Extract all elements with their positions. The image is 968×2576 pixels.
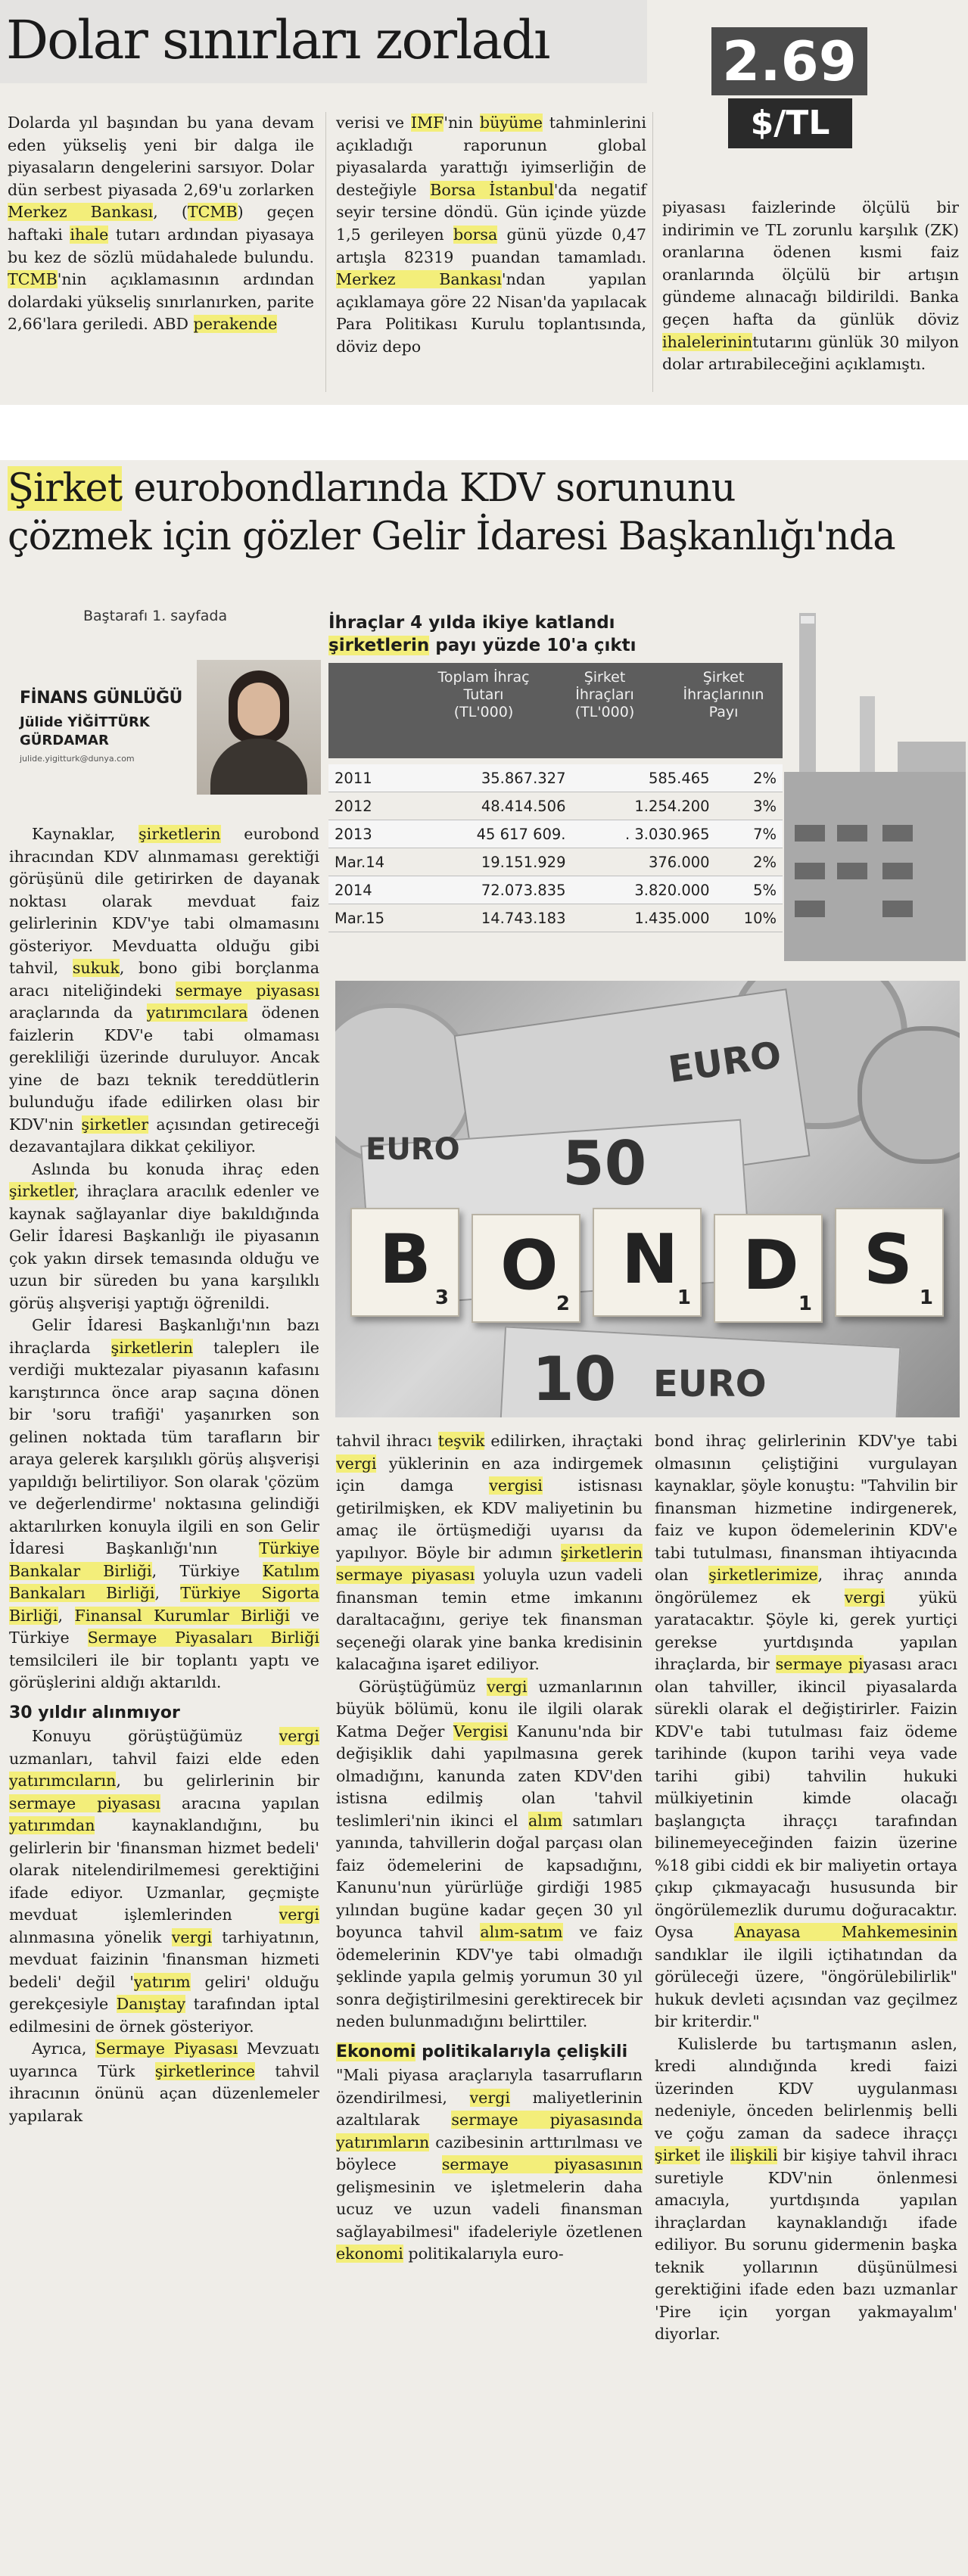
text-run: piyasalarda yarattığı iyimserliğin xyxy=(336,158,627,177)
corp-cell: 1.254.200 xyxy=(572,792,716,820)
text-run: tamamladı. xyxy=(557,247,646,266)
text-run: de desteğiyle xyxy=(336,158,646,199)
issuance-table-box xyxy=(328,611,783,960)
table-row xyxy=(328,764,783,792)
total-cell: 35.867.327 xyxy=(421,764,571,792)
highlighted-term: teşvik xyxy=(437,1432,485,1450)
text-run: yüklerinin en aza indirgemek için damga xyxy=(336,1454,643,1495)
total-cell: 45 617 609. xyxy=(421,820,571,848)
factory-illustration xyxy=(784,598,966,976)
subheading: 30 yıldır alınmıyor xyxy=(9,1703,180,1722)
tile-score: 1 xyxy=(919,1286,933,1309)
highlighted-term: şirketlerin sermaye piyasası xyxy=(336,1543,643,1584)
corp-cell: . 3.030.965 xyxy=(572,820,716,848)
text-run: tutarı xyxy=(108,225,168,244)
share-cell: 2% xyxy=(716,764,783,792)
text-run: ) geçen haftaki xyxy=(8,203,315,244)
text-run: istisnası getirilmişken, ek KDV maliyetinin bu amaç ile örtüşmediği uyarısı da yapılıyor. Böyle bir adımın xyxy=(336,1476,643,1562)
text-run: , Türkiye xyxy=(151,1561,263,1580)
text-run: tırabileceğini açıklamıştı. xyxy=(724,355,926,374)
highlighted-term: sermaye piyasasının xyxy=(441,2155,643,2173)
highlighted-term: şirketlerin xyxy=(139,825,221,843)
header-corp: Şirket İhraçları (TL'000) xyxy=(574,669,635,720)
text-run: rimin ve TL zorunlu karşılık (ZK) xyxy=(692,220,959,239)
highlighted-term: sermaye piyasasında yatırımların xyxy=(336,2111,643,2151)
highlighted-term: şirketlerimize xyxy=(708,1566,818,1584)
highlighted-term: Borsa İstanbul xyxy=(430,180,554,199)
author-photo xyxy=(197,660,321,795)
highlighted-term: TCMB xyxy=(187,203,238,222)
total-cell: 19.151.929 xyxy=(421,848,571,876)
total-cell: 48.414.506 xyxy=(421,792,571,820)
text-run: bond ihraç gelirlerinin KDV'ye tabi olmasının çeliştiğini vurgulayan kaynaklar, şöyle konuştu: "Tahvilin bir finansman hizmetine indirgenerek, faiz ve kupon ödemelerinin KDV'e tabi tutulması, finansman ihtiyacında olan xyxy=(655,1432,957,1584)
highlighted-term: vergi xyxy=(844,1588,886,1607)
text-run: aracına yapılan xyxy=(160,1794,319,1812)
highlighted-term: Türkiye Bankalar Birliği xyxy=(9,1539,319,1580)
highlighted-term: ihalelerinin xyxy=(662,332,753,351)
highlighted-term: Sermaye Piyasaları Birliği xyxy=(87,1629,319,1647)
continued-from: Baştarafı 1. sayfada xyxy=(83,608,228,624)
text-run: larında ölçülü bir artışın gündeme xyxy=(662,265,959,306)
highlighted-term: vergi xyxy=(279,1906,319,1924)
text-run: kaynaklandığını, bu gelirlerin bir 'finansman hizmet bedeli' olarak nitelendirilmemesi gerektiğini ifade ediyor. Uzmanlar, geçmişte mevduat işlemlerinden xyxy=(9,1816,319,1924)
text-run: uzmanları, tahvil faizi elde eden xyxy=(9,1749,319,1768)
text-run: açısından getireceği dezavantajlara dikkat çekiliyor. xyxy=(9,1115,319,1156)
highlighted-term: ilişkili xyxy=(730,2146,778,2164)
text-run: 2,69'u zorlarken xyxy=(183,180,315,199)
highlighted-term: şirket xyxy=(655,2146,700,2164)
text-run: edilirken, ihraçtaki xyxy=(484,1432,643,1450)
story1-column-3 xyxy=(662,197,959,376)
text-run: 2,66'lara geriledi. ABD xyxy=(8,315,194,334)
share-cell: 7% xyxy=(716,820,783,848)
table-title-highlight: şirketlerin xyxy=(328,636,430,655)
paragraph xyxy=(655,2033,957,2346)
highlighted-term: vergisi xyxy=(489,1476,543,1495)
text-run: yapılan açıklamaya göre 22 Ni xyxy=(336,270,646,311)
year-cell: 2012 xyxy=(328,792,421,820)
text-run: piyasası faizlerinde ölçülü bir indi xyxy=(662,198,959,239)
text-run: ( xyxy=(181,203,188,222)
rate-badge xyxy=(711,27,867,150)
highlighted-term: TCMB xyxy=(8,270,58,289)
author-email: julide.yigitturk@dunya.com xyxy=(20,754,135,764)
text-run: alınacağı bildirildi. Banka geçen xyxy=(662,288,959,328)
table-title-line2: payı yüzde 10'a çıktı xyxy=(429,636,637,655)
text-run: , ihraç anında öngörülemez ek xyxy=(655,1566,957,1607)
text-run: politikalarıyla çelişkili xyxy=(416,2042,628,2061)
paragraph xyxy=(9,1725,319,2038)
story2-headline xyxy=(8,465,961,562)
table-title-line1: İhraçlar 4 yılda ikiye katlandı xyxy=(328,613,615,633)
text-run: tahvil ihracı xyxy=(336,1432,438,1450)
text-run: "Mali piyasa araçlarıyla tasarrufların özendirilmesi, xyxy=(336,2066,643,2107)
highlighted-term: Sermaye Piyasası xyxy=(95,2039,238,2058)
highlighted-term: Merkez Bankası xyxy=(8,203,154,222)
text-run: 'da ne xyxy=(553,180,611,199)
subheading xyxy=(336,2041,643,2064)
text-run: san'da yapılacak Para Politikası xyxy=(336,292,646,334)
tile-score: 1 xyxy=(798,1293,812,1315)
text-run: günü xyxy=(497,225,556,244)
text-run: Mevzuatı uyarınca Türk xyxy=(9,2039,319,2080)
text-run: , bono gibi borçlanma aracı niteliğindeki xyxy=(9,959,320,1000)
highlighted-term: Ekonomi xyxy=(336,2042,416,2061)
table-row xyxy=(328,792,783,820)
paragraph xyxy=(9,1314,319,1694)
paragraph xyxy=(336,2064,643,2266)
text-run: vam eden yükseliş yeni bir dal xyxy=(8,114,314,154)
tile-letter: D xyxy=(742,1226,799,1305)
highlighted-term: ihale xyxy=(70,225,109,244)
text-run: ardından piyasaya bu kez de sözlü xyxy=(8,225,314,266)
text-run: eurobond ihracından KDV alınmaması gerektiği görüşünü dile getirirken de dayanak noktası olarak mevduat faiz gelirlerinin KDV'ye tabi olmamasını gösteriyor. Mevduatta olduğu gibi tahvil, xyxy=(9,825,319,977)
highlighted-term: sukuk xyxy=(72,959,120,977)
highlighted-term: yatırımdan xyxy=(9,1816,95,1834)
paragraph xyxy=(336,1430,643,1676)
text-run: tarhiyatının, mevduat faizinin 'finansman hizmeti bedeli' değil ' xyxy=(9,1927,319,1991)
highlighted-term: vergi xyxy=(336,1454,377,1473)
text-run: , ihraçlara aracılık edenler ve kaynak sağlayanlar diye bakıldığında Gelir İdaresi Başkanlığı ile piyasanın çok yakın dirsek temasında olduğu ve uzun bir süreden bu yana karşılıklı görüş alışverişi yaptığı öğrenildi. xyxy=(9,1182,319,1312)
share-cell: 10% xyxy=(716,904,783,932)
text-run: yüzde 0,47 artışla 82319 puandan xyxy=(336,225,646,266)
story1-headline-box xyxy=(0,0,647,83)
bonds-photo xyxy=(335,981,960,1417)
tile-letter: S xyxy=(864,1220,913,1299)
table-row xyxy=(328,820,783,848)
text-run: oranlarına ödenen kısmi faiz oran xyxy=(662,243,959,284)
tile-score: 1 xyxy=(677,1286,691,1309)
tile-letter: O xyxy=(500,1226,559,1305)
year-cell: 2011 xyxy=(328,764,421,792)
share-cell: 2% xyxy=(716,848,783,876)
tile-letter: B xyxy=(379,1220,431,1299)
highlighted-term: perakende xyxy=(193,315,278,334)
total-cell: 72.073.835 xyxy=(421,876,571,904)
story2-right-column xyxy=(655,1430,957,2346)
text-run: Görüştüğümüz xyxy=(359,1677,487,1696)
table-row xyxy=(328,904,783,932)
headline-line1: eurobondlarında KDV sorununu xyxy=(122,466,736,511)
text-run: 'nin xyxy=(444,114,480,132)
text-run: Gelir İdaresi Başkanlığı'nın bazı ihraçlarda xyxy=(9,1316,319,1357)
text-run: açıklamasının ardından dolarda xyxy=(8,270,314,311)
text-run: , xyxy=(154,1584,181,1602)
highlighted-term: Katılım Bankaları Birliği xyxy=(9,1561,319,1602)
coin-label: EURO xyxy=(366,1132,460,1167)
text-run: lerini açıkladığı raporunun global xyxy=(336,114,646,154)
story2-middle-column xyxy=(336,1430,643,2266)
highlighted-term: alım-satım xyxy=(480,1923,563,1941)
text-run: de yüzde 1,5 gerileyen xyxy=(336,203,646,244)
letter-tile xyxy=(593,1208,702,1317)
author-name: Jülide YİĞİTTÜRK xyxy=(20,714,150,730)
text-run: tahmin xyxy=(542,114,605,132)
highlighted-term: sermaye piyasası xyxy=(175,981,319,1000)
story1-column-1 xyxy=(8,112,314,336)
header-total: Toplam İhraç Tutarı (TL'000) xyxy=(437,669,530,720)
euro-note-10-label: EURO xyxy=(653,1363,767,1405)
text-run: maliyetlerinin azaltılarak xyxy=(336,2088,643,2129)
table-title xyxy=(328,611,783,657)
corp-cell: 3.820.000 xyxy=(572,876,716,904)
paragraph xyxy=(9,1159,319,1315)
rate-badge-unit: $/TL xyxy=(728,98,852,148)
text-run: ga ile piyasaların dengelerini sar xyxy=(8,135,314,177)
tile-score: 2 xyxy=(556,1293,570,1315)
headline-highlight: Şirket xyxy=(8,466,123,511)
text-run: ödenen faizlerin KDV'e tabi olmaması gerekliliği üzerinde duruluyor. Ancak yine de bazı teknik tereddütlerin bulunduğu ifade edilirken olası bir KDV'nin xyxy=(9,1003,320,1134)
letter-tile xyxy=(350,1208,459,1317)
highlighted-term: yatırım xyxy=(133,1972,191,1991)
text-run: gatif seyir tersine döndü. Gün için xyxy=(336,180,646,222)
story1-column-2 xyxy=(336,112,646,359)
year-cell: Mar.15 xyxy=(328,904,421,932)
author-surname: GÜRDAMAR xyxy=(20,733,109,748)
highlighted-term: borsa xyxy=(453,225,498,244)
highlighted-term: ekonomi xyxy=(336,2245,403,2263)
text-run: sandıklar ile ilgili içtihatından da görüleceği üzere, "öngörülebilirlik" hukuk devleti açısından vaz geçilmez bir kriterdir." xyxy=(655,1945,957,2030)
highlighted-term: vergi xyxy=(279,1727,319,1745)
text-run: Kanunu'nda bir değişiklik dahi yapılmasına gerek olmadığını, kanunda zaten KDV'den istisna edilmiş olan 'tahvil teslimleri'nin ikinci el xyxy=(336,1722,643,1830)
text-run: temsilcileri ile bir toplantı yaptı ve görüşlerini aldığı aktarıldı. xyxy=(9,1650,319,1691)
euro-10-value: 10 xyxy=(532,1344,617,1414)
highlighted-term: yatırımcıların xyxy=(9,1772,117,1790)
text-run: Konuyu görüştüğümüz xyxy=(32,1727,279,1745)
corp-cell: 1.435.000 xyxy=(572,904,716,932)
highlighted-term: şirketlerin xyxy=(110,1338,194,1357)
highlighted-term: sermaye pi xyxy=(775,1655,864,1673)
table-row xyxy=(328,848,783,876)
text-run: , bu gelirlerinin bir xyxy=(116,1772,319,1790)
highlighted-term: Vergisi xyxy=(453,1722,508,1741)
text-run: ile xyxy=(699,2146,730,2164)
corp-cell: 376.000 xyxy=(572,848,716,876)
story2-left-column xyxy=(9,823,319,2127)
highlighted-term: IMF xyxy=(410,114,444,132)
highlighted-term: alım xyxy=(528,1811,562,1830)
text-run: Aslında bu konuda ihraç eden xyxy=(32,1159,319,1178)
tile-letter: N xyxy=(621,1220,679,1299)
total-cell: 14.743.183 xyxy=(421,904,571,932)
text-run: Dolarda yıl başından bu yana de xyxy=(8,114,282,132)
column-rule xyxy=(652,112,653,392)
highlighted-term: vergi xyxy=(171,1927,213,1946)
text-run: Kulislerde bu tartışmanın aslen, kredi alındığında kredi faizi üzerinden KDV uygulanması nedeniyle, önceden belirlenmiş belli ve çoğu zaman da sadece ihraççı xyxy=(655,2034,957,2142)
text-run: tutarını günlük 30 milyon dolar ar xyxy=(662,332,959,374)
highlighted-term: şirketler xyxy=(9,1182,75,1200)
text-run: satımları yanında, tahvillerin doğal parçası olan faiz ödemelerini de kapsadığını, Kanunu'nun yürürlüğe girdiği 1985 yılından bugüne kadar geçen 30 yıl boyunca tahvil xyxy=(336,1811,643,1941)
letter-tile xyxy=(472,1214,580,1323)
text-run: ve Türkiye xyxy=(9,1606,319,1647)
text-run: sıyor. Dolar dün serbest piyasada xyxy=(8,158,314,199)
text-run: verisi ve xyxy=(336,114,411,132)
text-run: Ayrıca, xyxy=(32,2039,96,2058)
text-run: geliri' olduğu gerekçesiyle xyxy=(9,1972,319,2013)
euro-note-label: EURO xyxy=(665,1033,784,1092)
highlighted-term: Merkez Bankası xyxy=(336,270,502,289)
letter-tiles xyxy=(350,1208,956,1329)
text-run: cazibesinin arttırılması ve böylece xyxy=(336,2133,643,2173)
text-run: ve faiz ödemelerinin KDV'ye tabi olmadığı şeklinde yapıla gelmiş yorumun 30 yıl sonra değiştirilmesini gerektirecek bir neden bulunmadığını belirttiler. xyxy=(336,1923,643,2030)
table-row xyxy=(328,876,783,904)
paragraph xyxy=(336,1676,643,2033)
year-cell: 2013 xyxy=(328,820,421,848)
text-run: alınmasına yönelik xyxy=(9,1927,172,1946)
highlighted-term: Anayasa Mahkemesinin xyxy=(734,1923,957,1941)
text-run: ki yükseliş sınırlanırken, parite xyxy=(67,292,314,311)
author-box xyxy=(14,649,324,801)
issuance-table xyxy=(328,764,783,932)
text-run: 'ndan xyxy=(501,270,590,289)
text-run: Kaynaklar, xyxy=(32,825,139,843)
text-run: gelişmesinin ve işletmelerin daha ucuz ve uzun vadeli finansman sağlayabilmesi" ifadeleriyle özetlenen xyxy=(336,2177,643,2241)
highlighted-term: Türkiye Sigorta Birliği xyxy=(9,1584,320,1625)
table-header xyxy=(328,663,783,758)
highlighted-term: büyüme xyxy=(479,114,543,132)
column-name: FİNANS GÜNLÜĞÜ xyxy=(20,689,182,708)
column-rule xyxy=(325,112,326,392)
text-run: Kurulu toplantısında, döviz depo xyxy=(336,315,646,356)
highlighted-term: vergi xyxy=(469,2088,510,2107)
text-run: tahvil ihracının önünü açan düzenlemeler yapılarak xyxy=(9,2061,319,2125)
text-run: hafta da günlük döviz xyxy=(733,310,959,328)
tile-score: 3 xyxy=(434,1286,449,1309)
year-cell: 2014 xyxy=(328,876,421,904)
text-run: taleplerı ile verdiği muktezalar piyasanın kafasını karıştırınca önce arap saçına dönen bir 'soru trafiği' yaşanırken son gelinen noktada tüm tarafların bir araya gelerek karşılıklı görüş alışverişi yapıldığı belirtiliyor. Son olarak 'çözüm ve değerlendirme' noktasına gelindiği aktarılırken konuyla ilgili en son Gelir İdaresi Başkanlığı'nın xyxy=(9,1338,319,1557)
text-run: , xyxy=(153,203,182,222)
letter-tile xyxy=(714,1214,823,1323)
paragraph xyxy=(655,1430,957,2033)
euro-50-value: 50 xyxy=(562,1128,647,1199)
share-cell: 3% xyxy=(716,792,783,820)
text-run: araçlarında da xyxy=(9,1003,147,1022)
text-run: yasası aracı olan tahviller, ikincil piyasalarda sürekli olarak el değiştirirler. Faizin KDV'e tabi tutulması faiz ödeme tarihinde (kupon tarihi veya vade tarihi gibi) tahvilin hukuki mülkiyetinin kimde olacağı başlangıçta ihraççı tarafından bilinemeyeceğinden faizin üzerine %18 gibi ciddi ek bir maliyetin ortaya çıkıp çıkmayacağı hususunda bir öngörülemezlik durumu doğuracaktır. Oysa xyxy=(655,1655,958,1941)
highlighted-term: Danıştay xyxy=(116,1995,186,2013)
text-run: yoluyla uzun vadeli finansman temin etme imkanını daraltacağını, geriye tek finansman seçeneği olarak yine banka kredisinin kalacağına işaret ediliyor. xyxy=(336,1566,643,1673)
highlighted-term: Finansal Kurumlar Birliği xyxy=(74,1606,290,1625)
highlighted-term: şirketler xyxy=(81,1115,149,1134)
text-run: , xyxy=(58,1606,75,1625)
text-run: yükü yaratacaktır. Şöyle ki, gerek yurtiçi gerekse yurtdışında yapılan ihraçlarda, bir xyxy=(655,1588,957,1673)
text-run: politikalarıyla euro- xyxy=(403,2245,564,2263)
text-run: tarafından iptal edilmesini de örnek gösteriyor. xyxy=(9,1995,319,2036)
rate-badge-value: 2.69 xyxy=(711,27,867,95)
text-run: uzmanlarının büyük bölümü, konu ile ilgili olarak Katma Değer xyxy=(336,1677,643,1741)
headline-line2: çözmek için gözler Gelir İdaresi Başkanlığı'nda xyxy=(8,515,895,559)
paragraph xyxy=(9,823,319,1159)
corp-cell: 585.465 xyxy=(572,764,716,792)
highlighted-term: sermaye piyasası xyxy=(9,1794,160,1812)
highlighted-term: vergi xyxy=(487,1677,528,1696)
letter-tile xyxy=(835,1208,944,1317)
text-run: 'nin xyxy=(57,270,110,289)
highlighted-term: şirketlerince xyxy=(154,2061,255,2080)
highlighted-term: yatırımcılara xyxy=(146,1003,248,1022)
story1-headline: Dolar sınırları zorladı xyxy=(6,9,549,71)
text-run: bir kişiye tahvil ihracı suretiyle KDV'nin önlenmesi amacıyla, yurtdışında yapılan ihraçlardan kaynaklandığı ifade ediliyor. Bu sorunu gidermenin başka teknik yollarının düşünülmesi gerektiğini ifade eden bazı uzmanlar 'Pire için yorgan yakmayalım' diyorlar. xyxy=(655,2146,957,2343)
paragraph xyxy=(9,2038,319,2127)
text-run: müdahalede bulundu. xyxy=(140,247,314,266)
share-cell: 5% xyxy=(716,876,783,904)
year-cell: Mar.14 xyxy=(328,848,421,876)
header-share: Şirket İhraçlarının Payı xyxy=(683,669,764,720)
